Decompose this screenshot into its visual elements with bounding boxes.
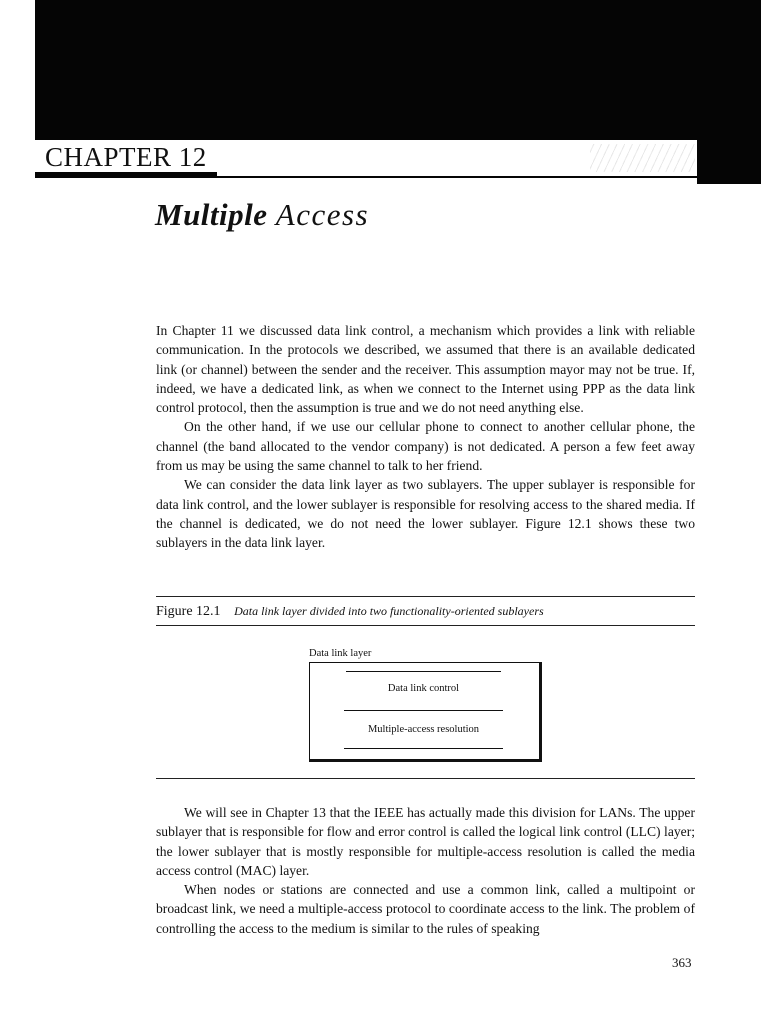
figure-top-rule — [156, 596, 695, 597]
figure-caption — [156, 602, 544, 621]
chapter-rule-thin — [217, 176, 761, 178]
upper-sublayer-label: Data link control — [387, 683, 460, 694]
chapter-title-bold: Multiple — [155, 197, 268, 232]
paragraph: On the other hand, if we use our cellular phone to connect to another cellular phone, the channel (the band allocated to the vendor company) is not dedicated. A person a few feet away from us may be using the same channel to talk to her friend. — [156, 419, 695, 474]
chapter-title — [155, 195, 369, 235]
paragraph: We can consider the data link layer as two sublayers. The upper sublayer is responsible for data link control, and the lower sublayer is responsible for resolving access to the shared media. If the channel is dedicated, we do not need the lower sublayer. Figure 12.1 shows these two sublayers in the data link layer. — [156, 477, 695, 551]
figure-description: Data link layer divided into two functionality-oriented sublayers — [234, 604, 544, 618]
lower-sublayer-label: Multiple-access resolution — [367, 724, 480, 735]
chapter-header-band — [35, 0, 761, 140]
diagram-outer-label: Data link layer — [309, 648, 372, 659]
data-link-layer-box — [309, 662, 542, 762]
continuation-text — [156, 803, 695, 938]
sublayer-bottom-rule — [344, 748, 503, 749]
paragraph: When nodes or stations are connected and use a common link, called a multipoint or broadcast link, we need a multiple-access protocol to coordinate access to the link. The problem of controlling the access to the medium is similar to the rules of speaking — [156, 882, 695, 936]
sublayer-divider — [344, 710, 503, 711]
figure-caption-rule — [156, 625, 695, 626]
paragraph: We will see in Chapter 13 that the IEEE has actually made this division for LANs. The upper sublayer that is responsible for flow and error control is called the logical link control (LLC) layer; the lower sublayer that is mostly responsible for multiple-access resolution is called the media access control (MAC) layer. — [156, 805, 695, 878]
figure-number: Figure 12.1 — [156, 604, 221, 619]
header-texture — [590, 144, 695, 172]
paragraph: In Chapter 11 we discussed data link control, a mechanism which provides a link with reliable communication. In the protocols we described, we assumed that there is an available dedicated link (or channel) between the sender and the receiver. This assumption mayor may not be true. If, indeed, we have a dedicated link, as when we connect to the Internet using PPP as the data link control protocol, then the assumption is true and we do not need anything else. — [156, 323, 695, 416]
page-number: 363 — [672, 955, 692, 970]
intro-text — [156, 321, 695, 553]
chapter-label: CHAPTER 12 — [45, 142, 207, 172]
chapter-rule-thick — [35, 172, 217, 178]
figure-bottom-rule — [156, 778, 695, 779]
chapter-title-rest: Access — [275, 197, 370, 232]
sublayer-top-rule — [346, 671, 501, 672]
